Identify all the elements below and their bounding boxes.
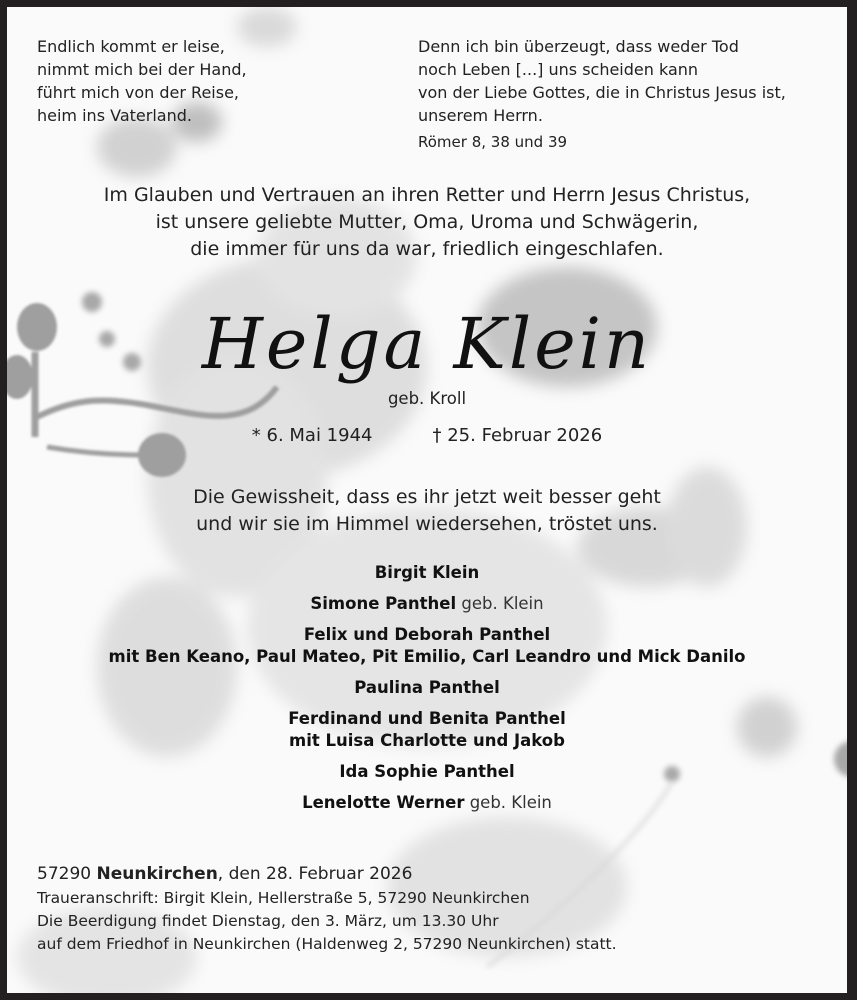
obituary-notice — [7, 7, 847, 993]
maiden-name: geb. Kroll — [387, 389, 467, 408]
intro-text — [7, 182, 847, 263]
mourning-address: Traueranschrift: Birgit Klein, Hellerstraße 5, 57290 Neunkirchen — [37, 889, 530, 907]
verse-line: heim ins Vaterland. — [37, 106, 192, 125]
family-name: Birgit Klein — [374, 563, 480, 582]
place-and-date — [37, 861, 617, 887]
intro-line: die immer für uns da war, friedlich eingeschlafen. — [190, 238, 664, 260]
verse-left — [37, 35, 247, 127]
family-children: mit Ben Keano, Paul Mateo, Pit Emilio, Carl Leandro und Mick Danilo — [108, 647, 746, 666]
family-name: Lenelotte Werner — [302, 793, 465, 812]
intro-line: Im Glauben und Vertrauen an ihren Retter und Herrn Jesus Christus, — [103, 184, 751, 206]
comfort-line: und wir sie im Himmel wiedersehen, tröstet uns. — [196, 513, 658, 535]
verse-right — [418, 35, 786, 154]
family-name: Felix und Deborah Panthel — [303, 625, 551, 644]
family-entry — [7, 792, 847, 814]
birth-date: * 6. Mai 1944 — [251, 425, 373, 446]
family-entry — [7, 677, 847, 699]
family-name: Ida Sophie Panthel — [339, 762, 515, 781]
verse-line: noch Leben [...] uns scheiden kann — [418, 60, 699, 79]
family-entry — [7, 562, 847, 584]
family-name: Simone Panthel — [310, 594, 457, 613]
family-suffix: geb. Klein — [461, 594, 544, 613]
deceased-name: Helga Klein — [201, 303, 653, 385]
intro-line: ist unsere geliebte Mutter, Oma, Uroma und Schwägerin, — [155, 211, 699, 233]
verse-line: Endlich kommt er leise, — [37, 37, 225, 56]
verse-line: führt mich von der Reise, — [37, 83, 240, 102]
verse-line: von der Liebe Gottes, die in Christus Jesus ist, — [418, 83, 786, 102]
postcode: 57290 — [37, 864, 92, 884]
family-name: Paulina Panthel — [354, 678, 500, 697]
family-entry — [7, 593, 847, 615]
footer-info — [37, 861, 617, 956]
comfort-text — [7, 484, 847, 538]
death-date: † 25. Februar 2026 — [432, 425, 603, 446]
family-children: mit Luisa Charlotte und Jakob — [289, 731, 565, 750]
family-entry — [7, 708, 847, 752]
notice-date: , den 28. Februar 2026 — [217, 864, 413, 884]
family-name: Ferdinand und Benita Panthel — [288, 709, 566, 728]
family-entry — [7, 624, 847, 668]
life-dates — [7, 425, 847, 446]
family-list — [7, 562, 847, 823]
city: Neunkirchen — [96, 864, 218, 884]
verse-line: Denn ich bin überzeugt, dass weder Tod — [418, 37, 739, 56]
funeral-info-line: Die Beerdigung findet Dienstag, den 3. März, um 13.30 Uhr — [37, 912, 499, 930]
family-suffix: geb. Klein — [469, 793, 552, 812]
verse-line: unserem Herrn. — [418, 106, 543, 125]
bible-reference: Römer 8, 38 und 39 — [418, 133, 568, 151]
family-entry — [7, 761, 847, 783]
verse-line: nimmt mich bei der Hand, — [37, 60, 247, 79]
comfort-line: Die Gewissheit, dass es ihr jetzt weit besser geht — [193, 486, 661, 508]
funeral-info-line: auf dem Friedhof in Neunkirchen (Haldenweg 2, 57290 Neunkirchen) statt. — [37, 935, 617, 953]
